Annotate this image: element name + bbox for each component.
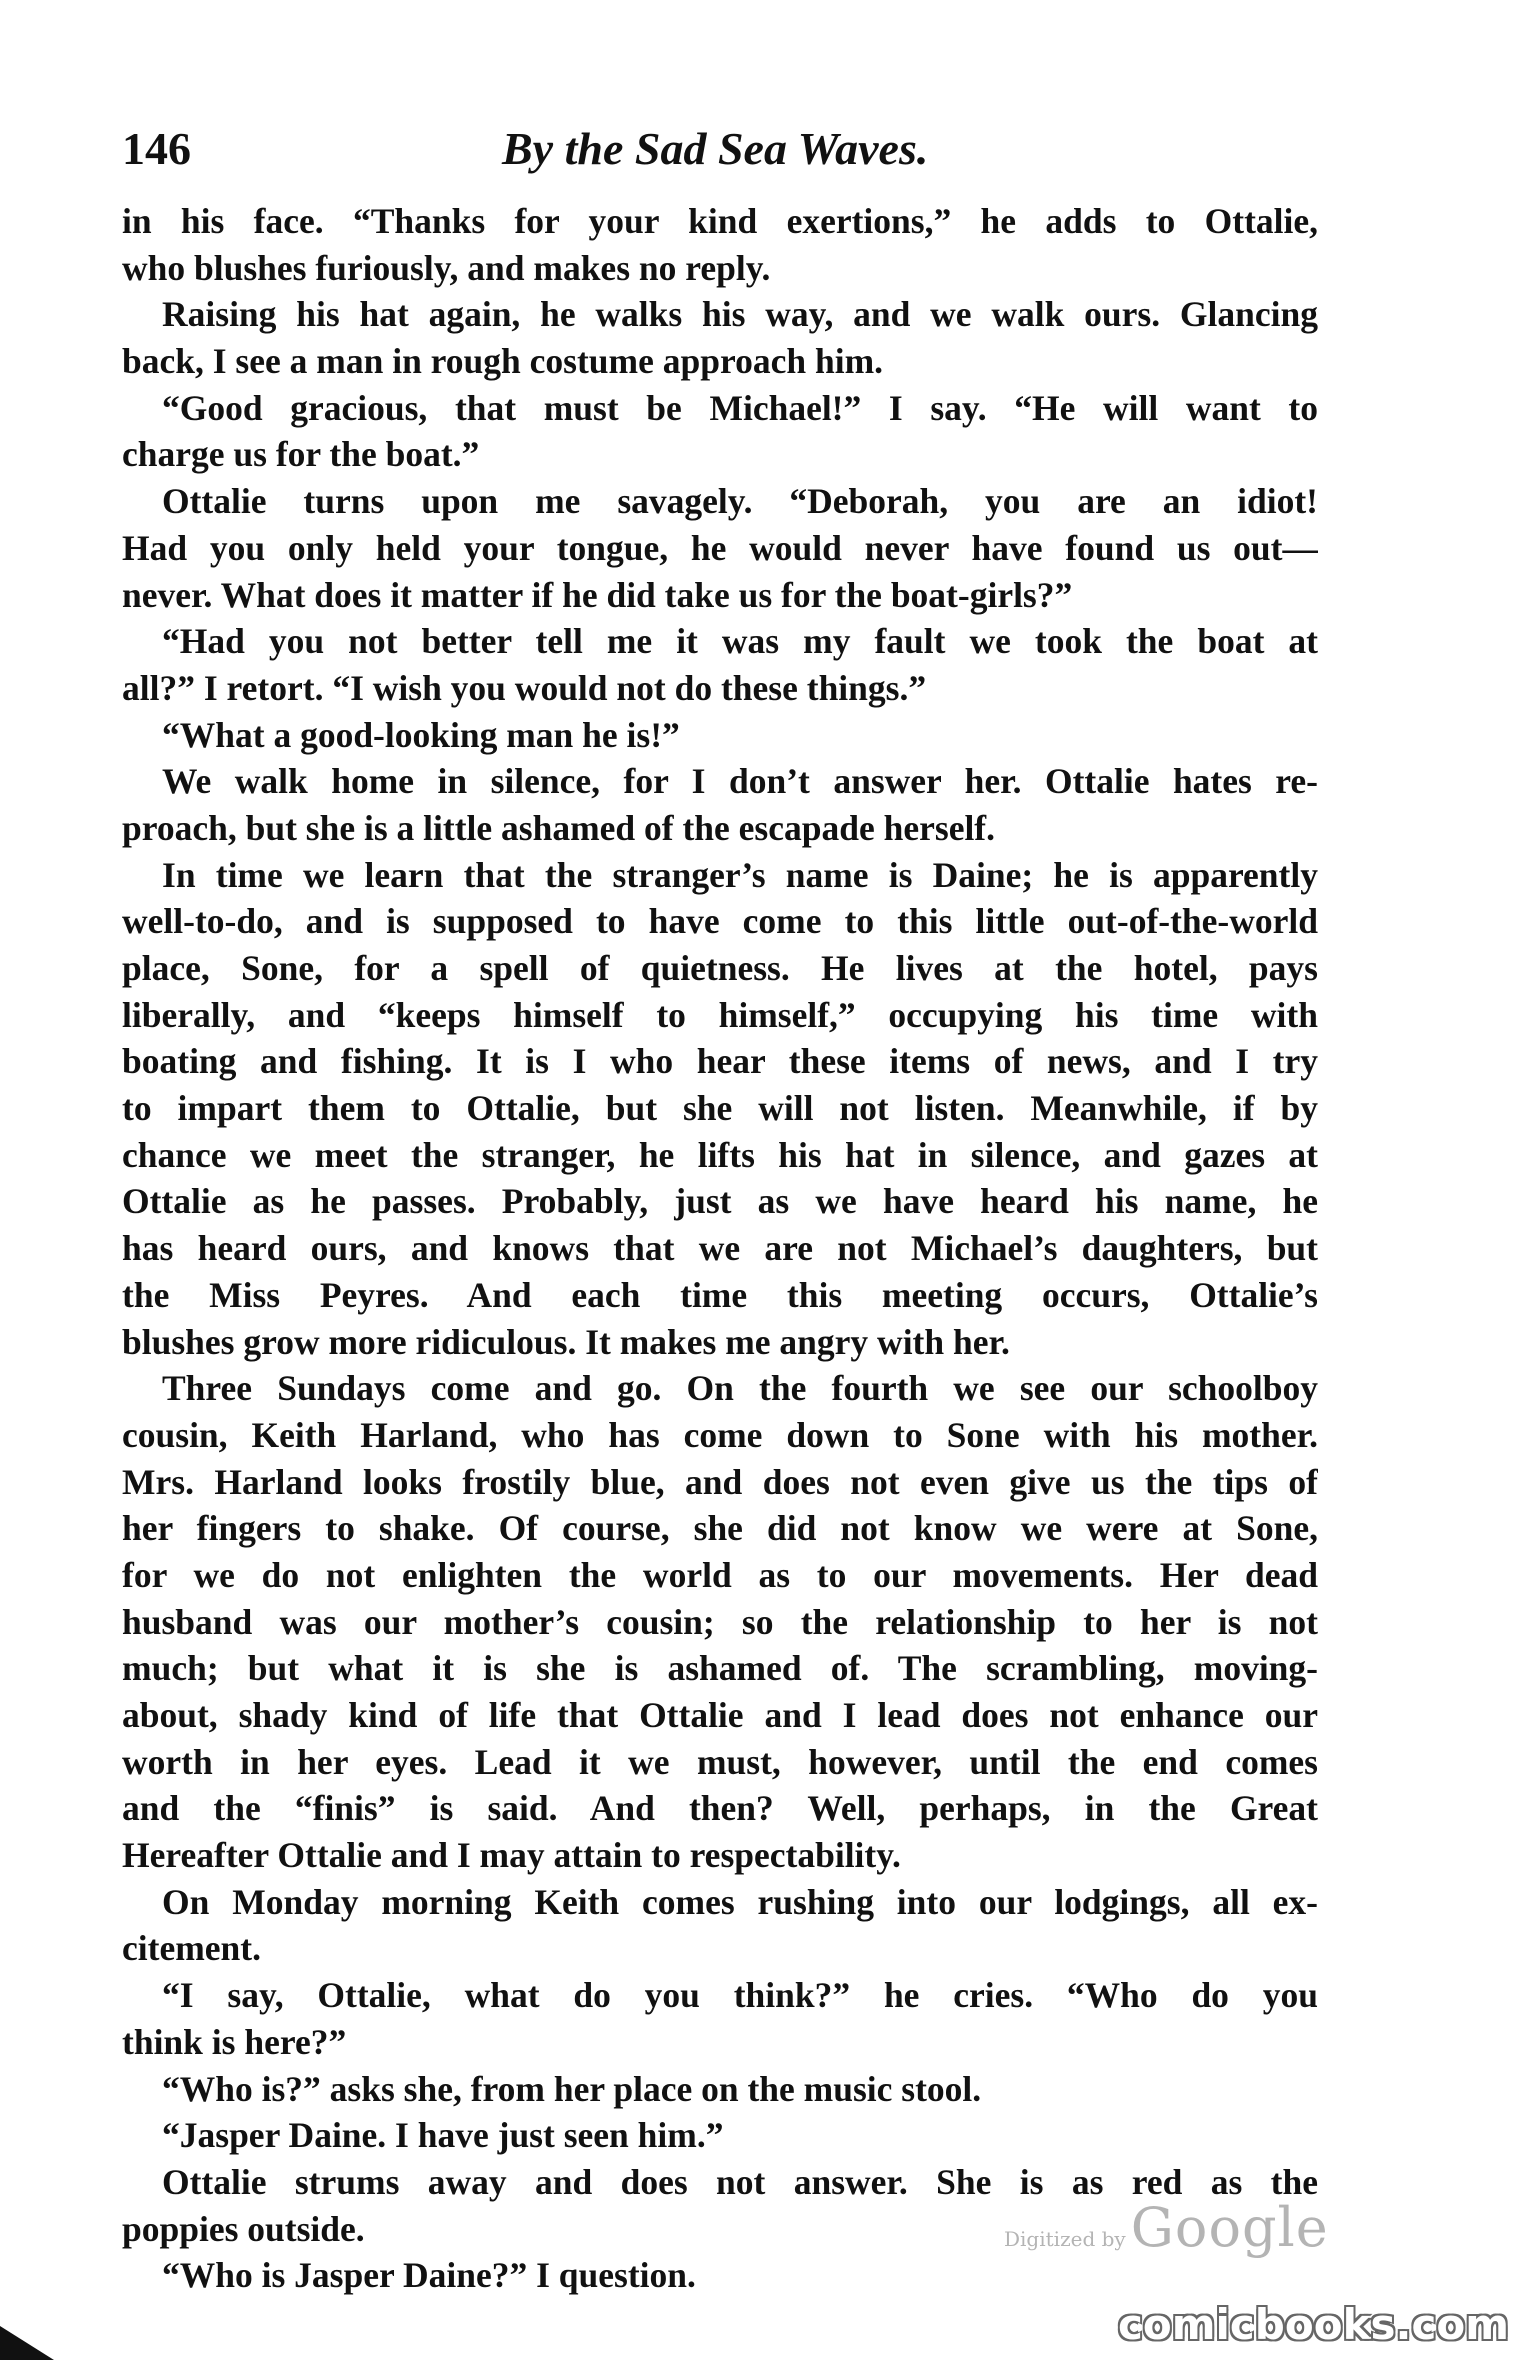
text-line: well-to-do, and is supposed to have come to this little out-of-the-world [122,901,1318,942]
text-line: “Good gracious, that must be Michael!” I say. “He will want to [162,387,1318,428]
page-corner-mark [0,2326,54,2360]
text-line: boating and fishing. It is I who hear these items of news, and I try [122,1041,1318,1082]
text-line: her fingers to shake. Of course, she did not know we were at Sone, [122,1508,1318,1549]
text-line: worth in her eyes. Lead it we must, however, until the end comes [122,1741,1318,1782]
text-line: place, Sone, for a spell of quietness. He lives at the hotel, pays [122,948,1318,988]
text-line: back, I see a man in rough costume approach him. [122,341,884,382]
google-watermark [1004,2196,1329,2259]
text-line: poppies outside. [122,2208,365,2249]
text-line: in his face. “Thanks for your kind exertions,” he adds to Ottalie, [122,201,1318,241]
text-line: think is here?” [122,2021,347,2062]
text-line: “Who is Jasper Daine?” I question. [162,2255,696,2296]
text-line: and the “finis” is said. And then? Well, perhaps, in the Great [122,1788,1318,1829]
text-line: charge us for the boat.” [122,434,480,475]
page-number: 146 [122,123,191,174]
text-line: never. What does it matter if he did take us for the boat-girls?” [122,574,1073,615]
page-header [122,122,1322,182]
text-line: On Monday morning Keith comes rushing into our lodgings, all ex- [162,1881,1318,1922]
text-line: about, shady kind of life that Ottalie and I lead does not enhance our [122,1695,1318,1735]
text-line: proach, but she is a little ashamed of the escapade herself. [122,807,996,848]
text-line: “Who is?” asks she, from her place on the music stool. [162,2068,982,2109]
text-line: the Miss Peyres. And each time this meeting occurs, Ottalie’s [122,1274,1318,1315]
text-line: much; but what it is she is ashamed of. The scrambling, moving- [122,1648,1318,1689]
text-line: Mrs. Harland looks frostily blue, and does not even give us the tips of [122,1461,1318,1502]
text-line: to impart them to Ottalie, but she will not listen. Meanwhile, if by [122,1088,1318,1129]
site-watermark: comicbooks.com [1118,2300,1509,2349]
text-line: all?” I retort. “I wish you would not do these things.” [122,667,927,708]
text-line: We walk home in silence, for I don’t answer her. Ottalie hates re- [162,761,1318,802]
body-text [122,198,1318,2299]
text-line: has heard ours, and knows that we are not Michael’s daughters, but [122,1228,1318,1269]
text-line: blushes grow more ridiculous. It makes me angry with her. [122,1321,1010,1362]
text-line: “Had you not better tell me it was my fault we took the boat at [162,621,1318,662]
text-line: for we do not enlighten the world as to our movements. Her dead [122,1554,1318,1595]
text-line: Ottalie turns upon me savagely. “Deborah, you are an idiot! [162,481,1318,522]
text-line: “I say, Ottalie, what do you think?” he cries. “Who do you [162,1975,1318,2016]
text-line: husband was our mother’s cousin; so the relationship to her is not [122,1601,1318,1642]
running-title: By the Sad Sea Waves. [502,123,929,174]
text-line: who blushes furiously, and makes no reply. [122,247,771,288]
google-logo: Google [1130,2196,1329,2259]
text-line: Raising his hat again, he walks his way, and we walk ours. Glancing [162,294,1318,335]
text-line: Hereafter Ottalie and I may attain to respectability. [122,1835,901,1876]
text-line: cousin, Keith Harland, who has come down to Sone with his mother. [122,1414,1318,1455]
text-line: chance we meet the stranger, he lifts his hat in silence, and gazes at [122,1134,1318,1175]
text-line: “What a good-looking man he is!” [162,714,680,755]
text-line: liberally, and “keeps himself to himself,” occupying his time with [122,994,1318,1035]
text-line: “Jasper Daine. I have just seen him.” [162,2115,724,2156]
text-line: Had you only held your tongue, he would never have found us out— [122,527,1318,568]
text-line: In time we learn that the stranger’s name is Daine; he is apparently [162,854,1318,895]
text-line: Ottalie strums away and does not answer. She is as red as the [162,2161,1318,2202]
text-line: Three Sundays come and go. On the fourth we see our schoolboy [162,1368,1318,1409]
digitized-label: Digitized by [1004,2227,1126,2251]
text-line: citement. [122,1928,261,1969]
text-line: Ottalie as he passes. Probably, just as we have heard his name, he [122,1181,1318,1222]
